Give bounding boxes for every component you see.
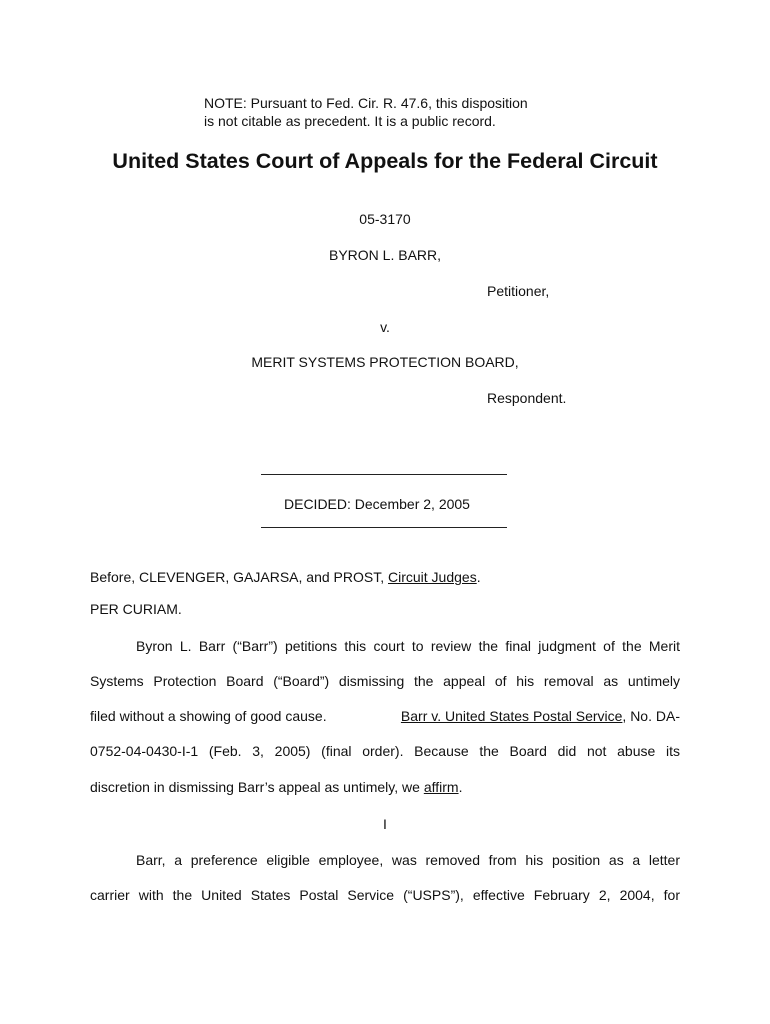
paragraph2-line2-text: carrier with the United States Postal Service (“USPS”), effective February 2, 2004, for: [90, 887, 680, 903]
section-heading: I: [383, 816, 387, 832]
paragraph1-line4: [90, 742, 680, 760]
per-curiam: PER CURIAM.: [90, 601, 182, 617]
circuit-judges-underlined: Circuit Judges: [388, 569, 477, 585]
paragraph1-line3-suffix: , No. DA-: [622, 708, 680, 724]
petitioner-label: Petitioner,: [487, 283, 550, 299]
petitioner-name: BYRON L. BARR,: [328, 247, 442, 263]
before-prefix: Before, CLEVENGER, GAJARSA, and PROST,: [90, 569, 388, 585]
paragraph1-line3: [90, 707, 680, 725]
citation-note: [204, 94, 528, 130]
divider-top: [261, 474, 507, 475]
paragraph1-line5-prefix: discretion in dismissing Barr’s appeal as untimely, we: [90, 779, 424, 795]
paragraph1-line1-text: Byron L. Barr (“Barr”) petitions this court to review the final judgment of the Merit: [136, 638, 680, 654]
paragraph1-line3-prefix: filed without a showing of good cause.: [90, 708, 327, 724]
paragraph2-line1-text: Barr, a preference eligible employee, was removed from his position as a letter: [136, 852, 680, 868]
citation-note-line-2: is not citable as precedent. It is a public record.: [204, 113, 496, 129]
versus: v.: [380, 319, 390, 335]
paragraph1-line5-suffix: .: [458, 779, 463, 795]
paragraph1-line3-citation: [401, 707, 680, 725]
divider-bottom: [261, 527, 507, 528]
respondent-name: MERIT SYSTEMS PROTECTION BOARD,: [251, 354, 519, 370]
paragraph1-line5: [90, 778, 462, 796]
citation-note-line-1: NOTE: Pursuant to Fed. Cir. R. 47.6, this disposition: [204, 95, 528, 111]
respondent-label: Respondent.: [487, 390, 567, 406]
paragraph2-line2: [90, 886, 680, 904]
paragraph1-line2-text: Systems Protection Board (“Board”) dismissing the appeal of his removal as untimely: [90, 673, 680, 689]
before-suffix: .: [476, 569, 481, 585]
paragraph1-line2: [90, 672, 680, 690]
paragraph1-line1: [136, 637, 680, 655]
decided-date: DECIDED: December 2, 2005: [284, 496, 470, 512]
case-number: 05-3170: [359, 211, 411, 227]
case-citation-underlined: Barr v. United States Postal Service: [400, 708, 623, 724]
paragraph1-line4-text: 0752-04-0430-I-1 (Feb. 3, 2005) (final order). Because the Board did not abuse its: [90, 743, 680, 759]
before-judges-line: [90, 568, 481, 586]
court-title: United States Court of Appeals for the Federal Circuit: [112, 149, 658, 173]
paragraph2-line1: [136, 851, 680, 869]
affirm-underlined: affirm: [423, 779, 459, 795]
